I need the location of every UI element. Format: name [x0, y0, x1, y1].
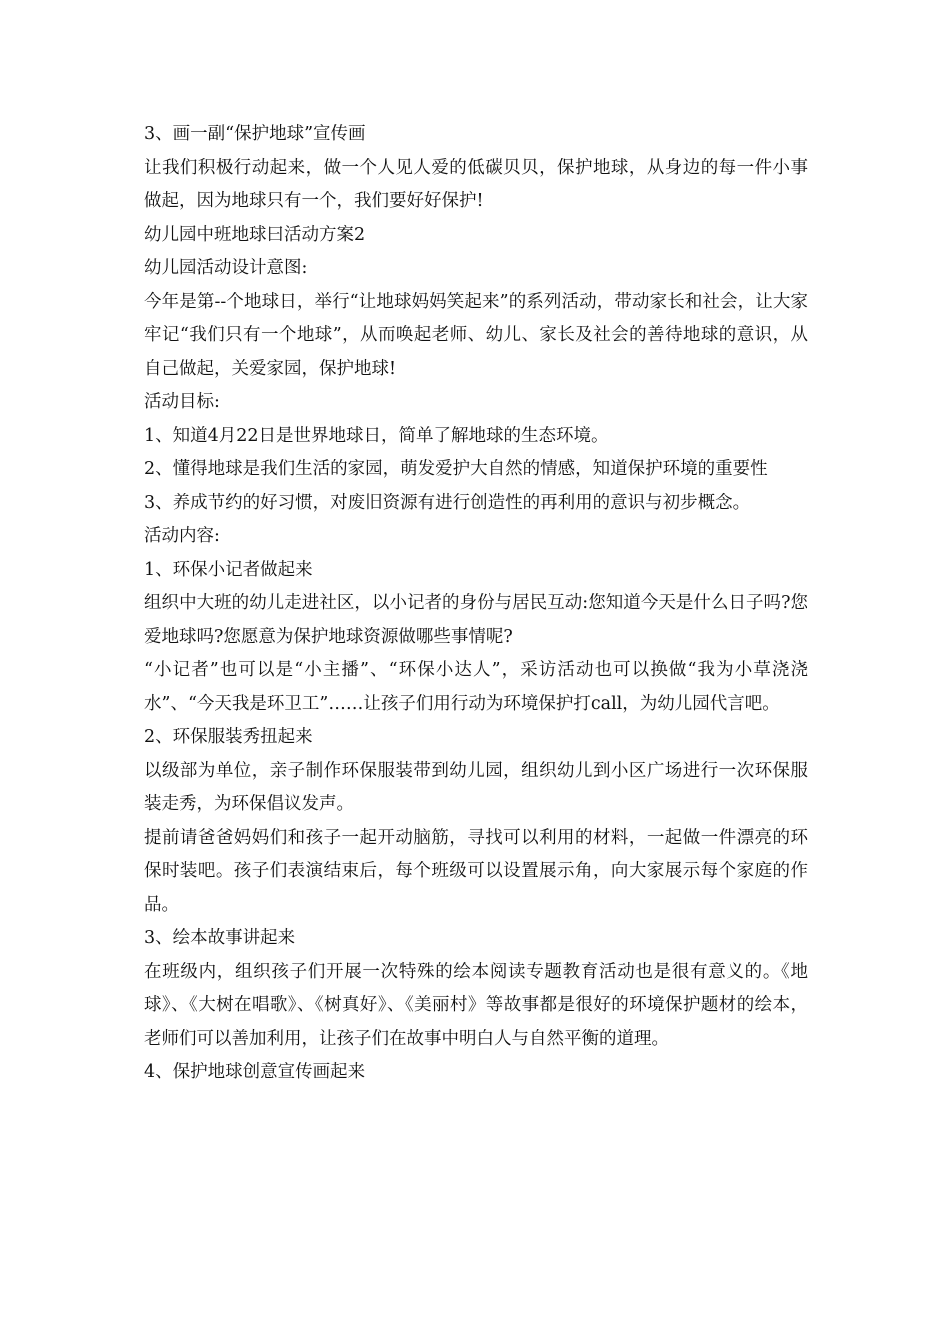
paragraph: “小记者”也可以是“小主播”、“环保小达人”，采访活动也可以换做“我为小草浇浇水”、“今天我是环卫工”……让孩子们用行动为环境保护打call，为幼儿园代言吧。 [144, 660, 808, 714]
document-body [144, 118, 808, 1090]
paragraph: 1、环保小记者做起来 [144, 559, 313, 580]
paragraph: 活动目标: [144, 392, 220, 412]
paragraph: 组织中大班的幼儿走进社区，以小记者的身份与居民互动:您知道今天是什么日子吗?您爱地球吗?您愿意为保护地球资源做哪些事情呢? [144, 593, 808, 647]
paragraph: 2、懂得地球是我们生活的家园，萌发爱护大自然的情感，知道保护环境的重要性 [144, 459, 768, 479]
paragraph: 3、画一副“保护地球”宣传画 [144, 124, 366, 144]
paragraph: 在班级内，组织孩子们开展一次特殊的绘本阅读专题教育活动也是很有意义的。《地球》、《大树在唱歌》、《树真好》、《美丽村》等故事都是很好的环境保护题材的绘本，老师们可以善加利用，让孩子们在故事中明白人与自然平衡的道理。 [144, 961, 808, 1049]
paragraph: 提前请爸爸妈妈们和孩子一起开动脑筋，寻找可以利用的材料，一起做一件漂亮的环保时装吧。孩子们表演结束后，每个班级可以设置展示角，向大家展示每个家庭的作品。 [144, 827, 808, 915]
paragraph: 活动内容: [144, 526, 220, 546]
paragraph: 幼儿园活动设计意图: [144, 258, 308, 278]
paragraph: 幼儿园中班地球曰活动方案2 [144, 224, 366, 245]
paragraph: 让我们积极行动起来，做一个人见人爱的低碳贝贝，保护地球，从身边的每一件小事做起，因为地球只有一个，我们要好好保护! [144, 157, 808, 211]
paragraph: 3、绘本故事讲起来 [144, 928, 296, 948]
paragraph: 1、知道4月22日是世界地球日，简单了解地球的生态环境。 [144, 425, 609, 446]
paragraph: 4、保护地球创意宣传画起来 [144, 1062, 366, 1082]
paragraph: 3、养成节约的好习惯，对废旧资源有进行创造性的再利用的意识与初步概念。 [144, 492, 751, 513]
paragraph: 以级部为单位，亲子制作环保服装带到幼儿园，组织幼儿到小区广场进行一次环保服装走秀，为环保倡议发声。 [144, 760, 808, 814]
paragraph: 2、环保服装秀扭起来 [144, 727, 313, 747]
paragraph: 今年是第--个地球日，举行“让地球妈妈笑起来”的系列活动，带动家长和社会，让大家牢记“我们只有一个地球”，从而唤起老师、幼儿、家长及社会的善待地球的意识，从自己做起，关爱家园，保护地球! [144, 291, 808, 379]
